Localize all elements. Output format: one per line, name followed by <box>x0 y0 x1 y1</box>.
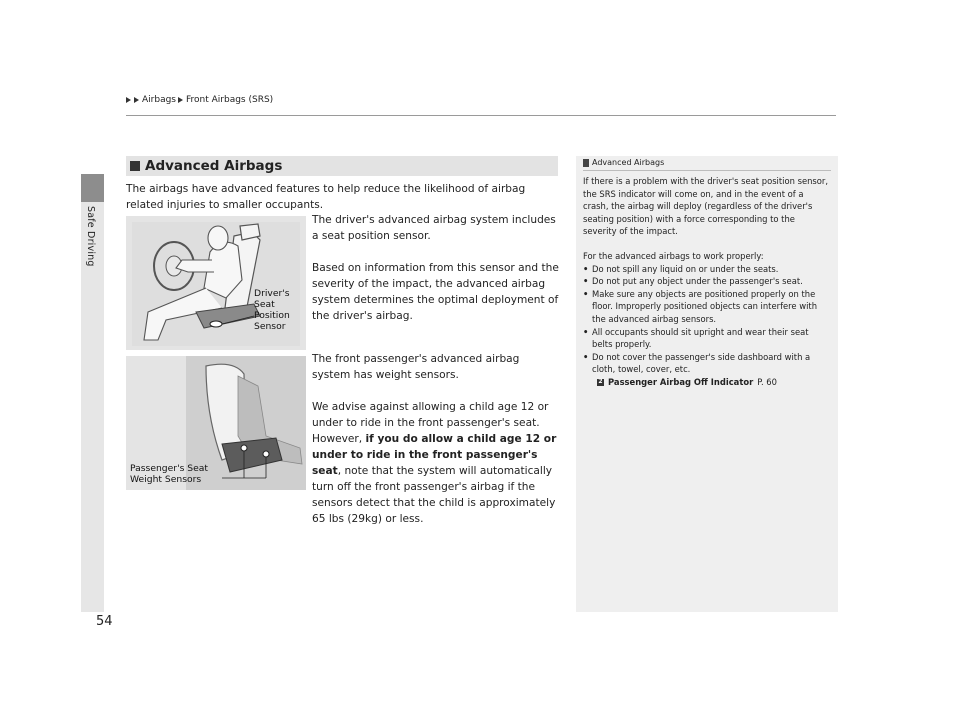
section-header <box>126 156 558 176</box>
passenger-sensor-label: Passenger's Seat Weight Sensors <box>130 463 209 485</box>
deployment-paragraph: Based on information from this sensor and the severity of the impact, the advanced airbag system determines the optimal deployment of the driver's airbag. <box>312 262 559 322</box>
header-rule <box>126 115 836 116</box>
breadcrumb-arrow-icon <box>134 97 139 103</box>
bullet-icon: • <box>583 351 589 362</box>
child-advisory-emphasis: if you do allow a child age 12 or under to ride in the front passenger's seat <box>312 433 557 477</box>
square-bullet-icon <box>130 161 140 171</box>
note-intro: For the advanced airbags to work properly: <box>583 250 764 261</box>
list-item: • Make sure any objects are positioned properly on the floor. Improperly positioned objects can interfere with the advanced airbag sensors. <box>583 288 818 324</box>
passenger-seat-figure <box>126 356 306 490</box>
reference-icon: 2 <box>598 377 603 385</box>
cross-reference-page[interactable]: P. 60 <box>757 376 777 387</box>
bullet-icon: • <box>583 288 589 299</box>
chapter-label: Safe Driving <box>85 206 96 267</box>
cross-reference-link[interactable] <box>597 376 831 389</box>
passenger-sensor-paragraph: The front passenger's advanced airbag system has weight sensors. <box>312 353 520 381</box>
section-title: Advanced Airbags <box>145 158 283 174</box>
breadcrumb-arrow-icon <box>178 97 183 103</box>
list-item: • Do not put any object under the passenger's seat. <box>583 276 803 287</box>
page-number: 54 <box>96 614 113 629</box>
bullet-icon: • <box>583 276 589 287</box>
driver-seat-figure <box>126 216 306 350</box>
bullet-icon: • <box>583 263 589 274</box>
note-header <box>583 158 831 171</box>
note-marker-icon <box>583 159 589 167</box>
breadcrumb-item-airbags[interactable]: Airbags <box>142 95 176 105</box>
list-item: • Do not spill any liquid on or under the seats. <box>583 263 779 274</box>
driver-sensor-label: Driver's Seat Position Sensor <box>254 288 290 332</box>
note-title: Advanced Airbags <box>592 158 665 167</box>
breadcrumb-arrow-icon <box>126 97 131 103</box>
note-body <box>583 175 831 389</box>
breadcrumb <box>126 95 273 105</box>
chapter-tab <box>81 174 104 202</box>
side-note <box>576 156 838 612</box>
driver-sensor-paragraph: The driver's advanced airbag system includes a seat position sensor. <box>312 214 556 242</box>
bullet-icon: • <box>583 326 589 337</box>
list-item: • Do not cover the passenger's side dashboard with a cloth, towel, cover, etc. <box>583 351 811 375</box>
breadcrumb-item-front-airbags[interactable]: Front Airbags (SRS) <box>186 95 274 105</box>
intro-paragraph: The airbags have advanced features to help reduce the likelihood of airbag related injuries to smaller occupants. <box>126 183 526 211</box>
child-advisory-paragraph: We advise against allowing a child age 12 or under to ride in the front passenger's seat. However, if you do allow a child age 12 or under to ride in the front passenger's seat, note that the system will automatically turn off the front passenger's airbag if the sensors detect that the child is approximately 65 lbs (29kg) or less. <box>312 401 557 525</box>
list-item: • All occupants should sit upright and wear their seat belts properly. <box>583 326 809 350</box>
cross-reference-title[interactable]: Passenger Airbag Off Indicator <box>608 376 754 387</box>
note-paragraph: If there is a problem with the driver's seat position sensor, the SRS indicator will come on, and in the event of a crash, the airbag will deploy (regardless of the driver's seating position) with a force corresponding to the severity of the impact. <box>583 176 829 237</box>
